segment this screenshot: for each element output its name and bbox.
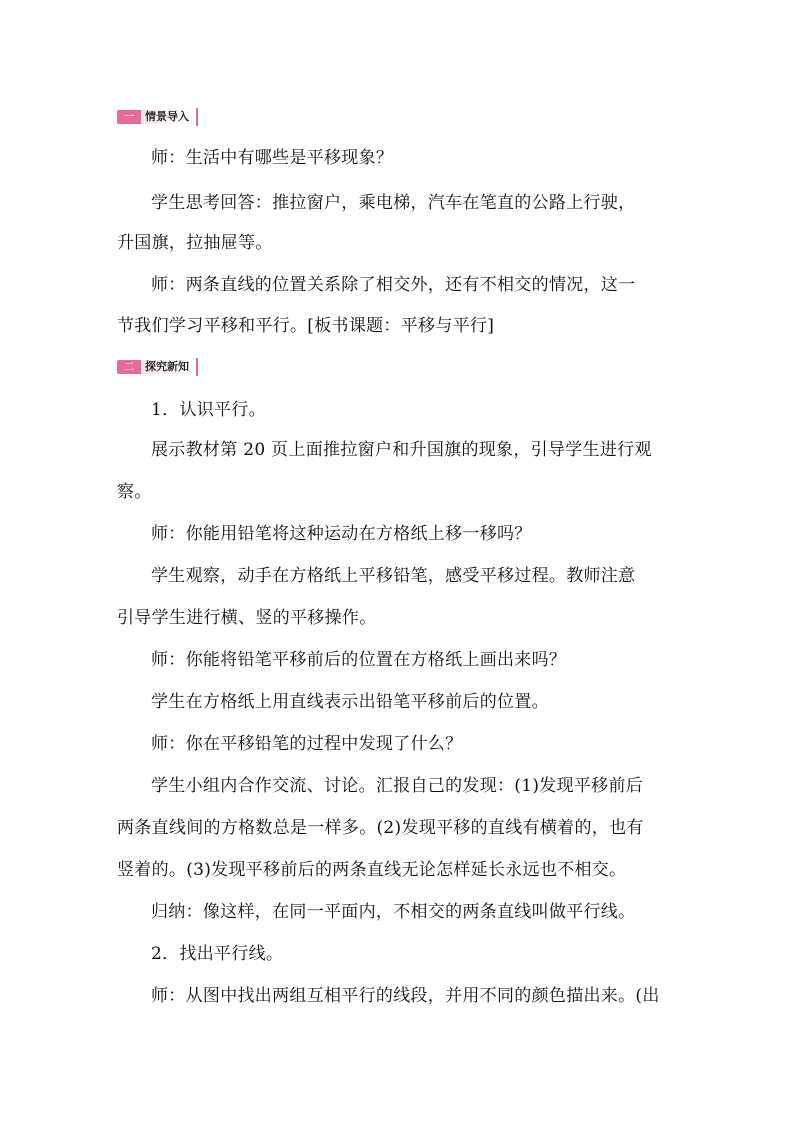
paragraph-line: 节我们学习平移和平行。[板书课题：平移与平行]	[117, 316, 495, 336]
paragraph-line: 学生思考回答：推拉窗户，乘电梯，汽车在笔直的公路上行驶，	[151, 193, 636, 213]
paragraph-line: 师：你能将铅笔平移前后的位置在方格纸上画出来吗？	[151, 650, 567, 670]
paragraph-line: 师：两条直线的位置关系除了相交外，还有不相交的情况，这一	[151, 275, 636, 295]
paragraph-line: 展示教材第 20 页上面推拉窗户和升国旗的现象，引导学生进行观	[151, 440, 652, 460]
paragraph-line: 察。	[117, 482, 152, 502]
section-bar-2	[196, 358, 198, 376]
section-header-1	[117, 108, 198, 126]
section-bar-1	[196, 108, 198, 126]
paragraph-line: 升国旗，拉抽屉等。	[117, 233, 273, 253]
paragraph-line: 竖着的。(3)发现平移前后的两条直线无论怎样延长永远也不相交。	[117, 860, 627, 880]
paragraph-line: 学生小组内合作交流、讨论。汇报自己的发现：(1)发现平移前后	[151, 776, 644, 796]
paragraph-line: 师：从图中找出两组互相平行的线段，并用不同的颜色描出来。(出	[151, 986, 660, 1006]
section-header-2	[117, 358, 198, 376]
paragraph-line: 师：你能用铅笔将这种运动在方格纸上移一移吗？	[151, 524, 532, 544]
section-title-2: 探究新知	[141, 360, 195, 374]
section-title-1: 情景导入	[141, 110, 195, 124]
paragraph-line: 1．认识平行。	[151, 400, 266, 420]
paragraph-line: 师：你在平移铅笔的过程中发现了什么？	[151, 734, 463, 754]
section-number-2: 二	[117, 360, 141, 374]
paragraph-line: 两条直线间的方格数总是一样多。(2)发现平移的直线有横着的，也有	[117, 818, 644, 838]
paragraph-line: 归纳：像这样，在同一平面内，不相交的两条直线叫做平行线。	[151, 902, 636, 922]
section-number-1: 一	[117, 110, 141, 124]
paragraph-line: 2．找出平行线。	[151, 944, 284, 964]
paragraph-line: 师：生活中有哪些是平移现象？	[151, 148, 394, 168]
paragraph-line: 引导学生进行横、竖的平移操作。	[117, 608, 377, 628]
paragraph-line: 学生在方格纸上用直线表示出铅笔平移前后的位置。	[151, 692, 549, 712]
paragraph-line: 学生观察，动手在方格纸上平移铅笔，感受平移过程。教师注意	[151, 566, 636, 586]
